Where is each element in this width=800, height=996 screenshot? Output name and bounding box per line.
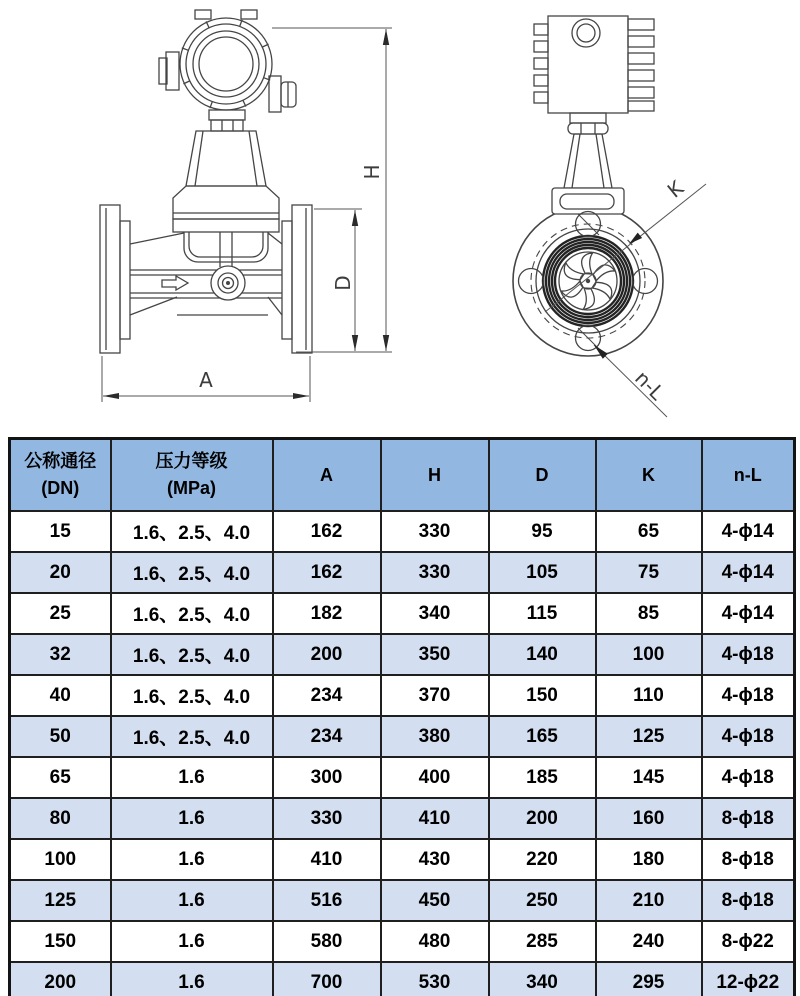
table-cell: 1.6 <box>111 798 273 839</box>
table-cell: 1.6、2.5、4.0 <box>111 634 273 675</box>
table-cell: 516 <box>273 880 381 921</box>
table-cell: 4-ϕ18 <box>702 716 795 757</box>
table-cell: 32 <box>10 634 111 675</box>
table-cell: 1.6 <box>111 962 273 996</box>
dimension-table <box>8 437 796 996</box>
table-cell: 85 <box>596 593 702 634</box>
sensor-boss <box>211 266 245 300</box>
table-cell: 700 <box>273 962 381 996</box>
table-cell: 15 <box>10 511 111 552</box>
table-cell: 480 <box>381 921 489 962</box>
dim-label-h: H <box>360 164 384 180</box>
front-view <box>100 10 312 353</box>
table-cell: 140 <box>489 634 596 675</box>
table-cell: 20 <box>10 552 111 593</box>
table-cell: 330 <box>381 511 489 552</box>
table-cell: 340 <box>381 593 489 634</box>
table-cell: 165 <box>489 716 596 757</box>
table-row <box>10 880 795 921</box>
dim-label-k: K <box>662 175 689 203</box>
table-cell: 65 <box>596 511 702 552</box>
table-cell: 340 <box>489 962 596 996</box>
table-row <box>10 593 795 634</box>
table-cell: 1.6、2.5、4.0 <box>111 675 273 716</box>
table-cell: 200 <box>489 798 596 839</box>
table-cell: 8-ϕ18 <box>702 798 795 839</box>
side-view <box>513 16 663 356</box>
table-cell: 4-ϕ18 <box>702 634 795 675</box>
table-cell: 1.6、2.5、4.0 <box>111 716 273 757</box>
table-cell: 8-ϕ18 <box>702 880 795 921</box>
table-header <box>10 439 795 512</box>
table-cell: 4-ϕ18 <box>702 757 795 798</box>
table-cell: 450 <box>381 880 489 921</box>
table-cell: 145 <box>596 757 702 798</box>
dim-label-n-l: n-L <box>630 365 670 405</box>
table-cell: 182 <box>273 593 381 634</box>
table-cell: 8-ϕ22 <box>702 921 795 962</box>
table-cell: 240 <box>596 921 702 962</box>
table-cell: 8-ϕ18 <box>702 839 795 880</box>
table-cell: 580 <box>273 921 381 962</box>
table-cell: 150 <box>10 921 111 962</box>
column-header-n-l: n-L <box>702 439 795 512</box>
flow-arrow-icon <box>162 276 188 290</box>
table-cell: 410 <box>273 839 381 880</box>
dim-label-d: D <box>331 275 355 291</box>
table-cell: 1.6 <box>111 839 273 880</box>
table-cell: 330 <box>381 552 489 593</box>
table-cell: 1.6 <box>111 880 273 921</box>
table-cell: 105 <box>489 552 596 593</box>
table-cell: 300 <box>273 757 381 798</box>
table-cell: 162 <box>273 511 381 552</box>
table-cell: 4-ϕ18 <box>702 675 795 716</box>
table-cell: 110 <box>596 675 702 716</box>
column-header-dn: 公称通径 (DN) <box>10 439 111 512</box>
header-row <box>10 439 795 512</box>
table-cell: 180 <box>596 839 702 880</box>
table-cell: 1.6、2.5、4.0 <box>111 511 273 552</box>
table-cell: 350 <box>381 634 489 675</box>
column-header-h: H <box>381 439 489 512</box>
table-cell: 200 <box>10 962 111 996</box>
table-row <box>10 757 795 798</box>
table-cell: 330 <box>273 798 381 839</box>
table-row <box>10 552 795 593</box>
table-cell: 220 <box>489 839 596 880</box>
table-cell: 285 <box>489 921 596 962</box>
table-cell: 100 <box>596 634 702 675</box>
table-cell: 234 <box>273 716 381 757</box>
table-cell: 125 <box>10 880 111 921</box>
technical-drawing <box>0 0 800 436</box>
table-cell: 100 <box>10 839 111 880</box>
table-cell: 185 <box>489 757 596 798</box>
table-row <box>10 798 795 839</box>
column-header-k: K <box>596 439 702 512</box>
table-cell: 200 <box>273 634 381 675</box>
table-cell: 1.6、2.5、4.0 <box>111 552 273 593</box>
table-cell: 400 <box>381 757 489 798</box>
table-row <box>10 675 795 716</box>
table-cell: 65 <box>10 757 111 798</box>
table-cell: 80 <box>10 798 111 839</box>
table-cell: 162 <box>273 552 381 593</box>
dimension-arrows <box>103 29 389 399</box>
table-cell: 410 <box>381 798 489 839</box>
table-cell: 12-ϕ22 <box>702 962 795 996</box>
table-cell: 530 <box>381 962 489 996</box>
table-row <box>10 511 795 552</box>
table-cell: 4-ϕ14 <box>702 552 795 593</box>
table-cell: 150 <box>489 675 596 716</box>
column-header-mpa: 压力等级 (MPa) <box>111 439 273 512</box>
table-cell: 50 <box>10 716 111 757</box>
table-cell: 4-ϕ14 <box>702 593 795 634</box>
table-cell: 210 <box>596 880 702 921</box>
table-cell: 250 <box>489 880 596 921</box>
table-cell: 370 <box>381 675 489 716</box>
table-row <box>10 839 795 880</box>
table-cell: 115 <box>489 593 596 634</box>
dim-label-a: A <box>199 368 213 392</box>
table-cell: 125 <box>596 716 702 757</box>
table-cell: 295 <box>596 962 702 996</box>
dimension-lines <box>102 28 392 402</box>
table-cell: 40 <box>10 675 111 716</box>
table-cell: 95 <box>489 511 596 552</box>
table-body <box>10 511 795 996</box>
table-row <box>10 921 795 962</box>
table-row <box>10 716 795 757</box>
table-cell: 234 <box>273 675 381 716</box>
table-cell: 430 <box>381 839 489 880</box>
table-cell: 1.6 <box>111 921 273 962</box>
table-cell: 1.6 <box>111 757 273 798</box>
column-header-d: D <box>489 439 596 512</box>
table-row <box>10 634 795 675</box>
table-cell: 25 <box>10 593 111 634</box>
table-cell: 160 <box>596 798 702 839</box>
table-cell: 380 <box>381 716 489 757</box>
column-header-a: A <box>273 439 381 512</box>
table-cell: 75 <box>596 552 702 593</box>
table-row <box>10 962 795 996</box>
table-cell: 1.6、2.5、4.0 <box>111 593 273 634</box>
table-cell: 4-ϕ14 <box>702 511 795 552</box>
